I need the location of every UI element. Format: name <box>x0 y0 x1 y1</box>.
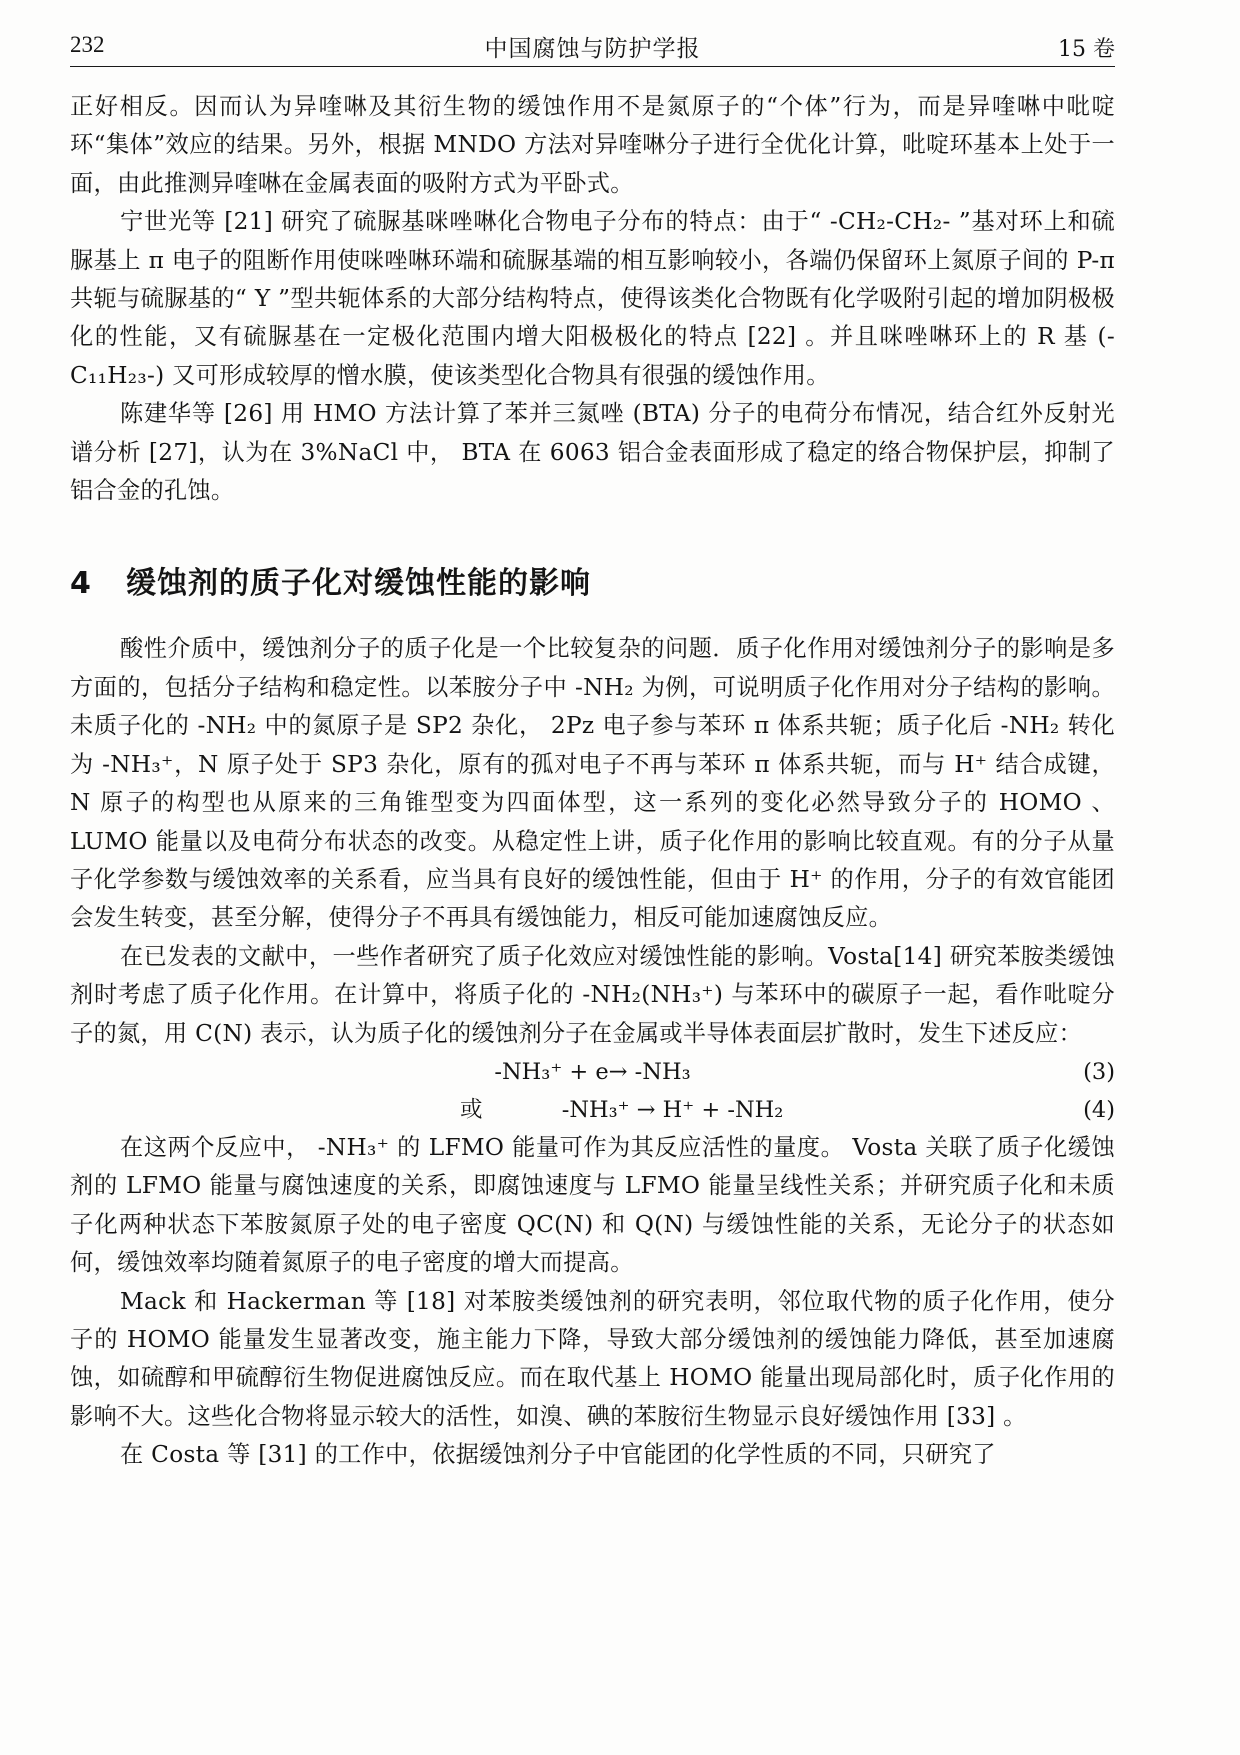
equation-4 <box>70 1091 1115 1129</box>
paragraph: 在这两个反应中， -NH₃⁺ 的 LFMO 能量可作为其反应活性的量度。 Vosta 关联了质子化缓蚀剂的 LFMO 能量与腐蚀速度的关系，即腐蚀速度与 LFMO 能量呈线性关系；并研究质子化和未质子化两种状态下苯胺氮原子处的电子密度 QC(N) 和 Q(N) 与缓蚀性能的关系，无论分子的状态如何，缓蚀效率均随着氮原子的电子密度的增大而提高。 <box>70 1133 1115 1277</box>
equation-number: (3) <box>1083 1058 1115 1085</box>
journal-title: 中国腐蚀与防护学报 <box>484 36 701 62</box>
article-body <box>70 88 1115 1475</box>
equation-block <box>70 1053 1115 1129</box>
paragraph: 正好相反。因而认为异喹啉及其衍生物的缓蚀作用不是氮原子的“个体”行为，而是异喹啉中吡啶环“集体”效应的结果。另外，根据 MNDO 方法对异喹啉分子进行全优化计算，吡啶环基本上处于一面，由此推测异喹啉在金属表面的吸附方式为平卧式。 <box>70 93 1115 197</box>
equation-3 <box>70 1053 1115 1091</box>
section-title: 缓蚀剂的质子化对缓蚀性能的影响 <box>126 566 591 602</box>
paragraph: 在已发表的文献中，一些作者研究了质子化效应对缓蚀性能的影响。Vosta[14] 研究苯胺类缓蚀剂时考虑了质子化作用。在计算中，将质子化的 -NH₂(NH₃⁺) 与苯环中的碳原子一起，看作吡啶分子的氮，用 C(N) 表示，认为质子化的缓蚀剂分子在金属或半导体表面层扩散时，发生下述反应： <box>70 942 1115 1047</box>
section-heading <box>70 564 1115 604</box>
running-header <box>70 22 1115 62</box>
paragraph: 在 Costa 等 [31] 的工作中，依据缓蚀剂分子中官能团的化学性质的不同，只研究了 <box>120 1441 996 1469</box>
equation-prefix: 或 <box>460 1096 483 1123</box>
paragraph: Mack 和 Hackerman 等 [18] 对苯胺类缓蚀剂的研究表明，邻位取代物的质子化作用，使分子的 HOMO 能量发生显著改变，施主能力下降，导致大部分缓蚀剂的缓蚀能力降低，甚至加速腐蚀，如硫醇和甲硫醇衍生物促进腐蚀反应。而在取代基上 HOMO 能量出现局部化时，质子化作用的影响不大。这些化合物将显示较大的活性，如溴、碘的苯胺衍生物显示良好缓蚀作用 [33] 。 <box>70 1287 1115 1430</box>
header-rule <box>70 66 1115 67</box>
page-number: 232 <box>70 32 105 57</box>
paragraph: 陈建华等 [26] 用 HMO 方法计算了苯并三氮唑 (BTA) 分子的电荷分布情况，结合红外反射光谱分析 [27]，认为在 3%NaCl 中， BTA 在 6063 铝合金表面形成了稳定的络合物保护层，抑制了铝合金的孔蚀。 <box>70 400 1115 505</box>
paragraph: 宁世光等 [21] 研究了硫脲基咪唑啉化合物电子分布的特点：由于“ -CH₂-CH₂- ”基对环上和硫脲基上 π 电子的阻断作用使咪唑啉环端和硫脲基端的相互影响较小，各端仍保留环上氮原子间的 P-π 共轭与硫脲基的“ Y ”型共轭体系的大部分结构特点，使得该类化合物既有化学吸附引起的增加阴极极化的性能，又有硫脲基在一定极化范围内增大阳极极化的特点 [22] 。并且咪唑啉环上的 R 基 (-C₁₁H₂₃-) 又可形成较厚的憎水膜，使该类型化合物具有很强的缓蚀作用。 <box>70 208 1115 389</box>
paragraph: 酸性介质中，缓蚀剂分子的质子化是一个比较复杂的问题．质子化作用对缓蚀剂分子的影响是多方面的，包括分子结构和稳定性。以苯胺分子中 -NH₂ 为例，可说明质子化作用对分子结构的影响。未质子化的 -NH₂ 中的氮原子是 SP2 杂化， 2Pz 电子参与苯环 π 体系共轭；质子化后 -NH₂ 转化为 -NH₃⁺，N 原子处于 SP3 杂化，原有的孤对电子不再与苯环 π 体系共轭，而与 H⁺ 结合成键， N 原子的构型也从原来的三角锥型变为四面体型，这一系列的变化必然导致分子的 HOMO 、 LUMO 能量以及电荷分布状态的改变。从稳定性上讲，质子化作用的影响比较直观。有的分子从量子化学参数与缓蚀效率的关系看，应当具有良好的缓蚀性能，但由于 H⁺ 的作用，分子的有效官能团会发生转变，甚至分解，使得分子不再具有缓蚀能力，相反可能加速腐蚀反应。 <box>70 635 1115 932</box>
equation-expression: -NH₃⁺ + e→ -NH₃ <box>494 1058 691 1085</box>
equation-expression: -NH₃⁺ → H⁺ + -NH₂ <box>561 1096 784 1123</box>
equation-number: (4) <box>1083 1096 1115 1123</box>
volume-label: 15 卷 <box>1058 37 1115 62</box>
section-number: 4 <box>70 566 92 602</box>
